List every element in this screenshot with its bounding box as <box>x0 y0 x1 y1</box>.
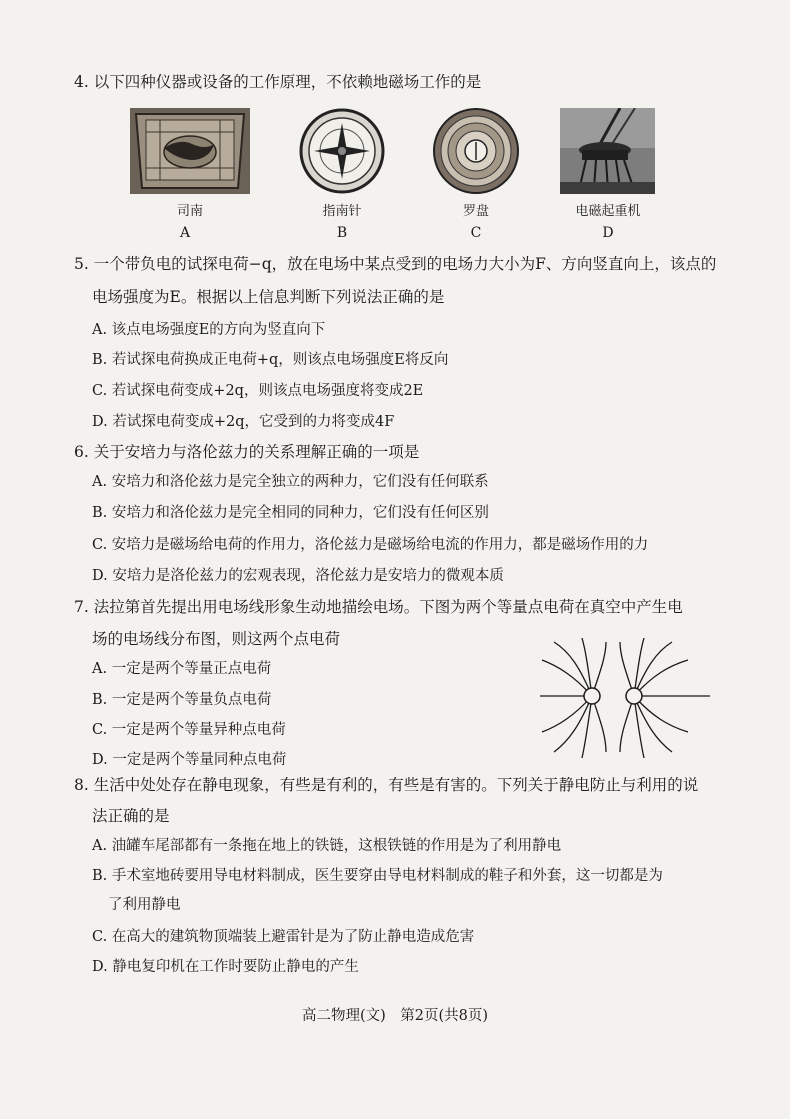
q7-option-c: C. 一定是两个等量异种点电荷 <box>92 722 286 738</box>
q5-stem-line1: 5. 一个带负电的试探电荷−q，放在电场中某点受到的电场力大小为F、方向竖直向上，该点的 <box>74 255 717 273</box>
q7-option-b: B. 一定是两个等量负点电荷 <box>92 692 272 708</box>
q4-stem: 4. 以下四种仪器或设备的工作原理，不依赖地磁场工作的是 <box>74 73 482 91</box>
sinan-compass-icon <box>130 108 250 194</box>
compass-icon <box>298 108 386 194</box>
q8-option-a: A. 油罐车尾部都有一条拖在地上的铁链，这根铁链的作用是为了利用静电 <box>92 838 562 854</box>
luopan-icon <box>430 108 522 194</box>
q6-stem: 6. 关于安培力与洛伦兹力的关系理解正确的一项是 <box>74 443 420 461</box>
q6-option-c: C. 安培力是磁场给电荷的作用力，洛伦兹力是磁场给电流的作用力，都是磁场作用的力 <box>92 537 649 553</box>
q5-stem-line2: 电场强度为E。根据以上信息判断下列说法正确的是 <box>92 288 445 306</box>
q7-option-a: A. 一定是两个等量正点电荷 <box>92 661 272 677</box>
q8-stem-line1: 8. 生活中处处存在静电现象，有些是有利的，有些是有害的。下列关于静电防止与利用的说 <box>74 776 699 794</box>
q8-option-c: C. 在高大的建筑物顶端装上避雷针是为了防止静电造成危害 <box>92 929 475 945</box>
q8-option-d: D. 静电复印机在工作时要防止静电的产生 <box>92 959 359 975</box>
q5-option-a: A. 该点电场强度E的方向为竖直向下 <box>92 322 326 338</box>
device-b-letter: B <box>336 225 348 241</box>
q7-stem-line2: 场的电场线分布图，则这两个点电荷 <box>92 630 341 648</box>
q5-option-d: D. 若试探电荷变成+2q，它受到的力将变成4F <box>92 414 395 430</box>
device-a-name: 司南 <box>176 204 203 219</box>
device-c-letter: C <box>470 225 482 241</box>
q5-option-b: B. 若试探电荷换成正电荷+q，则该点电场强度E将反向 <box>92 352 449 368</box>
device-d-letter: D <box>602 225 614 241</box>
q8-option-b-continued: 了利用静电 <box>108 897 181 913</box>
page-footer: 高二物理(文) 第2页(共8页) <box>301 1008 489 1024</box>
q8-stem-line2: 法正确的是 <box>92 807 170 825</box>
q7-stem-line1: 7. 法拉第首先提出用电场线形象生动地描绘电场。下图为两个等量点电荷在真空中产生电 <box>74 598 683 616</box>
right-point-charge <box>626 688 642 704</box>
q6-option-d: D. 安培力是洛伦兹力的宏观表现，洛伦兹力是安培力的微观本质 <box>92 568 504 584</box>
left-point-charge <box>584 688 600 704</box>
device-b-name: 指南针 <box>322 204 362 219</box>
electric-field-lines-diagram <box>540 638 710 758</box>
device-c-name: 罗盘 <box>462 204 489 219</box>
device-d-name: 电磁起重机 <box>575 204 641 219</box>
q8-option-b: B. 手术室地砖要用导电材料制成，医生要穿由导电材料制成的鞋子和外套，这一切都是为 <box>92 868 663 884</box>
device-a-letter: A <box>179 225 191 241</box>
electromagnetic-crane-icon <box>560 108 655 194</box>
q6-option-b: B. 安培力和洛伦兹力是完全相同的同种力，它们没有任何区别 <box>92 505 489 521</box>
q7-option-d: D. 一定是两个等量同种点电荷 <box>92 752 287 768</box>
q5-option-c: C. 若试探电荷变成+2q，则该点电场强度将变成2E <box>92 383 424 399</box>
q6-option-a: A. 安培力和洛伦兹力是完全独立的两种力，它们没有任何联系 <box>92 474 489 490</box>
